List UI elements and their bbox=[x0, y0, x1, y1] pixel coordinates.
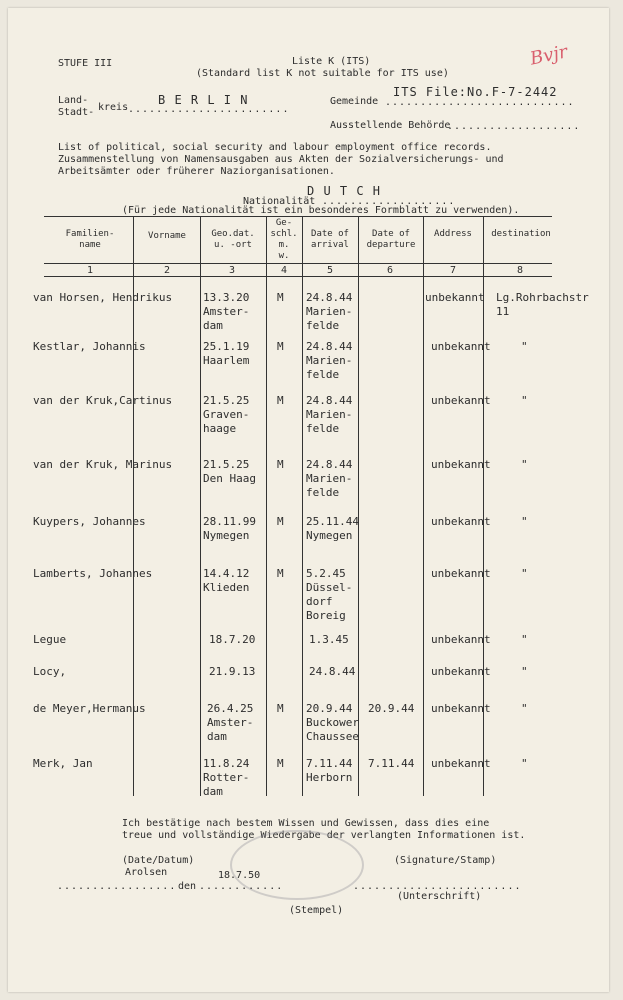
column-divider bbox=[302, 216, 303, 796]
cell-birth: 21.5.25 Graven- haage bbox=[203, 394, 250, 435]
column-divider bbox=[423, 216, 424, 796]
cell-birth: 28.11.99 Nymegen bbox=[203, 515, 256, 542]
column-header-vorname: Vorname bbox=[148, 231, 186, 241]
table-top-rule bbox=[44, 216, 552, 217]
liste-subtitle: (Standard list K not suitable for ITS use) bbox=[196, 68, 449, 79]
liste-title: Liste K (ITS) bbox=[292, 56, 371, 67]
cell-birth: 25.1.19 Haarlem bbox=[203, 340, 250, 367]
cell-sex: M bbox=[277, 757, 284, 770]
cell-name: Lamberts, Johannes bbox=[33, 567, 153, 580]
column-number: 2 bbox=[163, 265, 171, 276]
handwritten-mark: Bvjr bbox=[528, 41, 570, 70]
cell-birth: 21.9.13 bbox=[209, 665, 256, 678]
column-number: 8 bbox=[516, 265, 524, 276]
stadt-label: Stadt- bbox=[58, 107, 95, 118]
cell-arrival: 7.11.44 Herborn bbox=[306, 757, 353, 784]
column-header-familienname: Familien- name bbox=[65, 229, 115, 250]
cell-address: unbekannt bbox=[431, 702, 491, 715]
cell-destination: Lg.Rohrbachstr 11 bbox=[496, 291, 589, 318]
gemeinde-label: Gemeinde bbox=[330, 96, 379, 107]
cell-destination: " bbox=[521, 458, 528, 471]
cell-name: Locy, bbox=[33, 665, 67, 678]
cell-arrival: 24.8.44 Marien- felde bbox=[306, 291, 353, 332]
cell-name: Kestlar, Johannis bbox=[33, 340, 146, 353]
cell-birth: 13.3.20 Amster- dam bbox=[203, 291, 250, 332]
cell-destination: " bbox=[521, 702, 528, 715]
stempel-label: (Stempel) bbox=[289, 905, 344, 916]
cell-sex: M bbox=[277, 340, 284, 353]
behoerde-dots: ................... bbox=[447, 121, 581, 132]
column-number: 3 bbox=[228, 265, 236, 276]
cell-departure: 20.9.44 bbox=[368, 702, 415, 715]
cell-address: unbekannt bbox=[431, 340, 491, 353]
place-dots: ................. bbox=[57, 881, 177, 892]
kreis-dots: ....................... bbox=[128, 104, 290, 115]
cell-sex: M bbox=[277, 702, 284, 715]
column-header-departure: Date of departure bbox=[366, 229, 416, 250]
nationality-label: Nationalität bbox=[243, 196, 316, 207]
cell-sex: M bbox=[277, 394, 284, 407]
cell-name: van der Kruk, Marinus bbox=[33, 458, 173, 471]
cell-destination: " bbox=[521, 340, 528, 353]
cell-address: unbekannt bbox=[431, 665, 491, 678]
cell-name: Merk, Jan bbox=[33, 757, 93, 770]
cell-address: unbekannt bbox=[425, 291, 485, 304]
cell-destination: " bbox=[521, 757, 528, 770]
column-header-destination: destination bbox=[491, 229, 551, 239]
cell-address: unbekannt bbox=[431, 458, 491, 471]
date-value: 18.7.50 bbox=[218, 870, 261, 881]
column-divider bbox=[200, 216, 201, 796]
cell-arrival: 20.9.44 Buckower Chaussee bbox=[306, 702, 359, 743]
behoerde-label: Ausstellende Behörde bbox=[330, 120, 451, 131]
column-header-geburt: Geo.dat. u. -ort bbox=[211, 229, 255, 250]
column-header-arrival: Date of arrival bbox=[311, 229, 349, 250]
cell-birth: 14.4.12 Klieden bbox=[203, 567, 250, 594]
column-header-address: Address bbox=[434, 229, 472, 239]
cell-address: unbekannt bbox=[431, 633, 491, 646]
nationality-value: D U T C H bbox=[307, 184, 382, 198]
cell-destination: " bbox=[521, 567, 528, 580]
confirmation-line-2: treue und vollständige Wiedergabe der verlangten Informationen ist. bbox=[122, 830, 526, 841]
nationality-note: (Für jede Nationalität ist ein besonderes Formblatt zu verwenden). bbox=[122, 205, 520, 216]
cell-arrival: 5.2.45 Düssel- dorf Boreig bbox=[306, 567, 353, 622]
table-header-rule bbox=[44, 263, 552, 264]
unterschrift-label: (Unterschrift) bbox=[397, 891, 482, 902]
cell-name: Kuypers, Johannes bbox=[33, 515, 146, 528]
den-label: den bbox=[178, 881, 197, 892]
kreis-label: kreis bbox=[98, 102, 129, 113]
cell-destination: " bbox=[521, 515, 528, 528]
cell-arrival: 24.8.44 Marien- felde bbox=[306, 394, 353, 435]
cell-address: unbekannt bbox=[431, 757, 491, 770]
cell-address: unbekannt bbox=[431, 515, 491, 528]
date-dots: ............ bbox=[199, 881, 284, 892]
its-file-number: ITS File:No.F-7-2442 bbox=[393, 85, 558, 99]
cell-destination: " bbox=[521, 665, 528, 678]
cell-sex: M bbox=[277, 567, 284, 580]
column-header-geschlecht: Ge- schl. m. w. bbox=[270, 218, 298, 261]
cell-destination: " bbox=[521, 633, 528, 646]
table-number-rule bbox=[44, 276, 552, 277]
column-number: 5 bbox=[326, 265, 334, 276]
kreis-value: B E R L I N bbox=[158, 93, 249, 107]
cell-birth: 26.4.25 Amster- dam bbox=[207, 702, 254, 743]
cell-birth: 18.7.20 bbox=[209, 633, 256, 646]
cell-sex: M bbox=[277, 291, 284, 304]
cell-birth: 11.8.24 Rotter- dam bbox=[203, 757, 250, 798]
description-line-2: Zusammenstellung von Namensausgaben aus Akten der Sozialversicherungs- und bbox=[58, 154, 504, 165]
cell-arrival: 25.11.44 Nymegen bbox=[306, 515, 359, 542]
stufe-label: STUFE III bbox=[58, 58, 113, 69]
confirmation-line-1: Ich bestätige nach bestem Wissen und Gewissen, dass dies eine bbox=[122, 818, 490, 829]
column-number: 7 bbox=[449, 265, 457, 276]
description-line-3: Arbeitsämter oder früherer Naziorganisationen. bbox=[58, 166, 335, 177]
cell-arrival: 24.8.44 Marien- felde bbox=[306, 458, 353, 499]
land-label: Land- bbox=[58, 95, 89, 106]
cell-arrival: 24.8.44 Marien- felde bbox=[306, 340, 353, 381]
cell-address: unbekannt bbox=[431, 394, 491, 407]
signature-dots: ........................ bbox=[353, 881, 522, 892]
column-number: 1 bbox=[86, 265, 94, 276]
description-line-1: List of political, social security and labour employment office records. bbox=[58, 142, 492, 153]
cell-name: van Horsen, Hendrikus bbox=[33, 291, 173, 304]
cell-sex: M bbox=[277, 458, 284, 471]
cell-address: unbekannt bbox=[431, 567, 491, 580]
signature-label: (Signature/Stamp) bbox=[394, 855, 497, 866]
cell-sex: M bbox=[277, 515, 284, 528]
date-label: (Date/Datum) bbox=[122, 855, 195, 866]
place-value: Arolsen bbox=[125, 867, 168, 878]
cell-departure: 7.11.44 bbox=[368, 757, 415, 770]
cell-birth: 21.5.25 Den Haag bbox=[203, 458, 256, 485]
cell-name: Legue bbox=[33, 633, 67, 646]
cell-destination: " bbox=[521, 394, 528, 407]
column-divider bbox=[266, 216, 267, 796]
gemeinde-dots: ........................... bbox=[385, 97, 575, 108]
cell-name: van der Kruk,Cartinus bbox=[33, 394, 173, 407]
nationality-dots: ................... bbox=[322, 196, 456, 207]
column-number: 4 bbox=[280, 265, 288, 276]
cell-name: de Meyer,Hermanus bbox=[33, 702, 146, 715]
cell-arrival: 24.8.44 bbox=[309, 665, 356, 678]
column-number: 6 bbox=[386, 265, 394, 276]
cell-arrival: 1.3.45 bbox=[309, 633, 349, 646]
